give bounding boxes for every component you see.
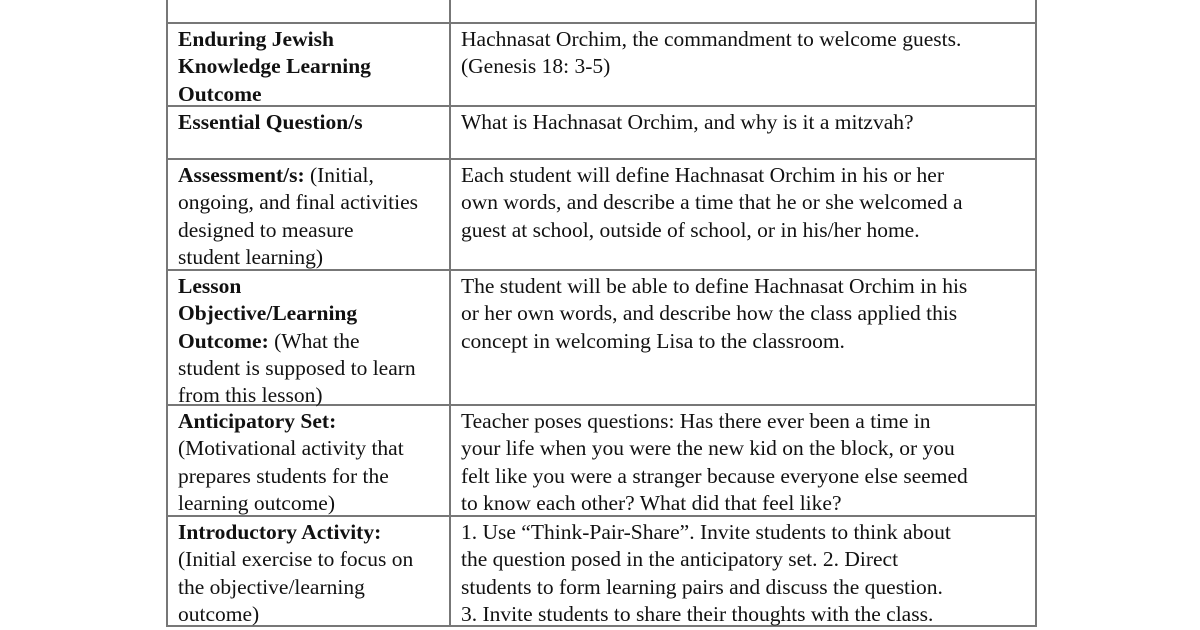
text: The student will be able to define Hachnasat Orchim in his xyxy=(461,274,968,298)
text: felt like you were a stranger because everyone else seemed xyxy=(461,463,968,488)
bold-label: Essential Question/s xyxy=(178,110,363,134)
cell-line xyxy=(178,408,439,435)
table-row-introductory-activity xyxy=(168,515,1035,625)
text: own words, and describe a time that he or she welcomed a xyxy=(461,190,963,215)
content-cell xyxy=(451,24,1035,105)
cell-line xyxy=(178,162,439,189)
text: (Initial, xyxy=(304,163,374,187)
text: from this lesson) xyxy=(178,383,323,408)
bold-label: Objective/Learning xyxy=(178,301,358,326)
cell-line xyxy=(178,273,439,300)
text: 3. Invite students to share their thoughts with the class. xyxy=(461,601,934,626)
cell-line xyxy=(461,408,1025,435)
bold-label: Assessment/s: xyxy=(178,163,305,187)
label-cell xyxy=(168,517,451,625)
text: learning outcome) xyxy=(178,490,336,515)
cell-line xyxy=(461,26,1025,53)
cell-line xyxy=(461,574,1025,601)
text: students to form learning pairs and discuss the question. xyxy=(461,574,943,599)
table-row-anticipatory-set xyxy=(168,404,1035,515)
label-cell xyxy=(168,0,451,22)
cell-line xyxy=(461,300,1025,327)
cell-line xyxy=(178,463,439,490)
text: (Genesis 18: 3-5) xyxy=(461,54,611,79)
label-cell xyxy=(168,271,451,408)
text: (Initial exercise to focus on xyxy=(178,547,414,572)
text: your life when you were the new kid on the block, or you xyxy=(461,436,955,461)
cell-line xyxy=(461,519,1025,546)
cell-line xyxy=(461,189,1025,216)
bold-label: Enduring Jewish xyxy=(178,27,334,51)
text: What is Hachnasat Orchim, and why is it a mitzvah? xyxy=(461,110,914,134)
cell-line xyxy=(178,546,439,573)
cell-line xyxy=(178,574,439,601)
bold-label: Anticipatory Set: xyxy=(178,409,337,433)
content-cell xyxy=(451,107,1035,158)
label-cell xyxy=(168,406,451,515)
text: the objective/learning xyxy=(178,574,365,599)
text: or her own words, and describe how the class applied this xyxy=(461,301,958,326)
cell-line xyxy=(178,26,439,53)
text: student is supposed to learn xyxy=(178,355,416,380)
table-row-assessment xyxy=(168,158,1035,269)
cell-line xyxy=(178,53,439,80)
cell-line xyxy=(461,217,1025,244)
table-row-blank xyxy=(168,0,1035,22)
text: outcome) xyxy=(178,601,260,626)
cell-line xyxy=(178,519,439,546)
text: guest at school, outside of school, or in his/her home. xyxy=(461,217,920,242)
text: (What the xyxy=(268,328,360,353)
cell-line xyxy=(461,273,1025,300)
cell-line xyxy=(178,217,439,244)
content-cell xyxy=(451,406,1035,515)
cell-line xyxy=(178,328,439,355)
bold-label: Lesson xyxy=(178,274,242,298)
cell-line xyxy=(461,53,1025,80)
text: designed to measure xyxy=(178,217,354,242)
bold-label: Outcome xyxy=(178,81,262,106)
text: prepares students for the xyxy=(178,463,389,488)
table-row-enduring-knowledge xyxy=(168,22,1035,105)
cell-line xyxy=(461,328,1025,355)
lesson-plan-table xyxy=(166,0,1037,627)
bold-label: Introductory Activity: xyxy=(178,520,382,544)
text: 1. Use “Think-Pair-Share”. Invite students to think about xyxy=(461,520,951,544)
cell-line xyxy=(178,81,439,108)
text: (Motivational activity that xyxy=(178,436,404,461)
text: student learning) xyxy=(178,244,324,269)
bold-label: Outcome: xyxy=(178,328,269,353)
cell-line xyxy=(178,189,439,216)
table-row-essential-question xyxy=(168,105,1035,158)
cell-line xyxy=(178,355,439,382)
content-cell xyxy=(451,271,1035,404)
text: ongoing, and final activities xyxy=(178,190,419,215)
cell-line xyxy=(461,109,1025,136)
cell-line xyxy=(461,435,1025,462)
cell-line xyxy=(461,463,1025,490)
cell-line xyxy=(461,546,1025,573)
content-cell xyxy=(451,160,1035,269)
cell-line xyxy=(461,490,1025,517)
table-row-lesson-objective xyxy=(168,269,1035,408)
text: the question posed in the anticipatory set. 2. Direct xyxy=(461,547,899,572)
cell-line xyxy=(178,435,439,462)
cell-line xyxy=(178,490,439,517)
text: Hachnasat Orchim, the commandment to welcome guests. xyxy=(461,27,962,51)
text: Each student will define Hachnasat Orchim in his or her xyxy=(461,163,945,187)
bold-label: Knowledge Learning xyxy=(178,54,371,79)
text: Teacher poses questions: Has there ever been a time in xyxy=(461,409,931,433)
cell-line xyxy=(178,244,439,271)
cell-line xyxy=(461,162,1025,189)
label-cell xyxy=(168,24,451,105)
label-cell xyxy=(168,107,451,158)
label-cell xyxy=(168,160,451,269)
content-cell xyxy=(451,517,1035,625)
cell-line xyxy=(461,601,1025,628)
cell-line xyxy=(178,601,439,628)
cell-line xyxy=(178,300,439,327)
text: to know each other? What did that feel like? xyxy=(461,490,842,515)
content-cell xyxy=(451,0,1035,22)
text: concept in welcoming Lisa to the classroom. xyxy=(461,328,845,353)
cell-line xyxy=(178,109,439,136)
